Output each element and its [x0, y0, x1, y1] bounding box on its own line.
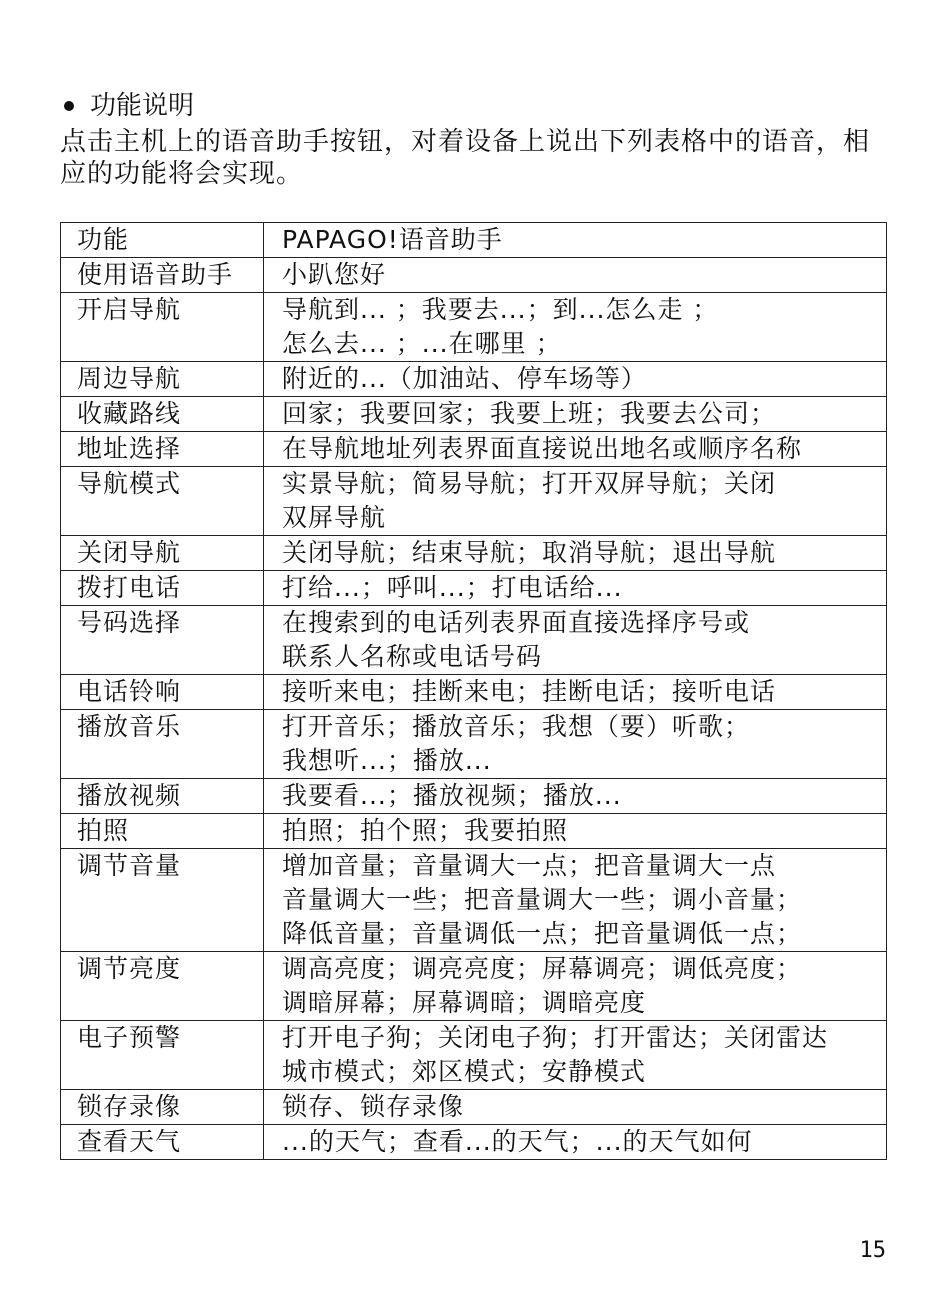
command-line: 附近的...（加油站、停车场等） [282, 364, 647, 393]
commands-cell [264, 571, 887, 606]
command-line: 降低音量；音量调低一点；把音量调低一点； [282, 919, 803, 948]
table-row [61, 779, 887, 814]
command-line: 增加音量；音量调大一点；把音量调大一点 [282, 851, 777, 880]
commands-cell [264, 675, 887, 710]
table-row [61, 258, 887, 293]
function-cell: 收藏路线 [61, 397, 264, 432]
table-row [61, 293, 887, 362]
command-line: ...的天气；查看...的天气；...的天气如何 [282, 1127, 753, 1156]
function-cell: 播放音乐 [61, 710, 264, 779]
command-line: 锁存、锁存录像 [282, 1092, 465, 1121]
table-row [61, 606, 887, 675]
table-row [61, 952, 887, 1021]
command-line: 打开音乐；播放音乐；我想（要）听歌； [282, 712, 751, 741]
function-cell: 开启导航 [61, 293, 264, 362]
command-line: 关闭导航；结束导航；取消导航；退出导航 [282, 538, 777, 567]
function-cell: 调节亮度 [61, 952, 264, 1021]
commands-cell [264, 779, 887, 814]
function-cell: 调节音量 [61, 849, 264, 952]
table-row [61, 1021, 887, 1090]
function-cell: 号码选择 [61, 606, 264, 675]
commands-cell [264, 849, 887, 952]
command-line: 联系人名称或电话号码 [282, 642, 543, 671]
commands-cell [264, 1125, 887, 1160]
page-number: 15 [859, 1238, 886, 1263]
function-cell: 电话铃响 [61, 675, 264, 710]
function-cell: 电子预警 [61, 1021, 264, 1090]
table-body [61, 223, 887, 1160]
command-line: 怎么去... ；...在哪里 ； [282, 329, 562, 358]
function-cell: 拨打电话 [61, 571, 264, 606]
table-row [61, 536, 887, 571]
command-line: 城市模式；郊区模式；安静模式 [282, 1057, 647, 1086]
function-cell: 导航模式 [61, 467, 264, 536]
table-row [61, 432, 887, 467]
function-cell: 播放视频 [61, 779, 264, 814]
command-line: 实景导航；简易导航；打开双屏导航；关闭 [282, 469, 777, 498]
table-row [61, 1090, 887, 1125]
function-cell: 使用语音助手 [61, 258, 264, 293]
command-line: 调暗屏幕；屏幕调暗；调暗亮度 [282, 988, 647, 1017]
command-line: 回家；我要回家；我要上班；我要去公司； [282, 399, 777, 428]
commands-cell [264, 952, 887, 1021]
command-line: 音量调大一些；把音量调大一些；调小音量； [282, 885, 803, 914]
function-cell: 查看天气 [61, 1125, 264, 1160]
section-heading [60, 90, 194, 122]
command-line: 拍照；拍个照；我要拍照 [282, 816, 569, 845]
command-line: 导航到... ；我要去...；到...怎么走 ； [282, 295, 719, 324]
command-line: 在导航地址列表界面直接说出地名或顺序名称 [282, 434, 803, 463]
commands-cell [264, 710, 887, 779]
table-row [61, 362, 887, 397]
commands-cell [264, 362, 887, 397]
function-cell: 地址选择 [61, 432, 264, 467]
table-header-row [61, 223, 887, 258]
command-line: 我想听...；播放... [282, 746, 492, 775]
voice-command-table [60, 222, 887, 1160]
command-line: 在搜索到的电话列表界面直接选择序号或 [282, 608, 751, 637]
command-line: 双屏导航 [282, 503, 387, 532]
section-heading-text: 功能说明 [90, 91, 195, 121]
commands-cell [264, 536, 887, 571]
command-line: 我要看...；播放视频；播放... [282, 781, 622, 810]
table-row [61, 571, 887, 606]
table-row [61, 849, 887, 952]
intro-paragraph: 点击主机上的语音助手按钮，对着设备上说出下列表格中的语音，相应的功能将会实现。 [60, 127, 871, 189]
commands-cell [264, 814, 887, 849]
command-line: 打给...；呼叫...；打电话给... [282, 573, 623, 602]
command-line: 小趴您好 [282, 260, 387, 289]
table-row [61, 710, 887, 779]
table-row [61, 1125, 887, 1160]
header-commands: PAPAGO!语音助手 [264, 223, 887, 258]
command-line: 打开电子狗；关闭电子狗；打开雷达；关闭雷达 [282, 1023, 829, 1052]
commands-cell [264, 432, 887, 467]
table-row [61, 675, 887, 710]
table-row [61, 814, 887, 849]
command-line: 接听来电；挂断来电；挂断电话；接听电话 [282, 677, 777, 706]
function-cell: 周边导航 [61, 362, 264, 397]
command-line: 调高亮度；调亮亮度；屏幕调亮；调低亮度； [282, 954, 803, 983]
table-row [61, 467, 887, 536]
commands-cell [264, 397, 887, 432]
commands-cell [264, 606, 887, 675]
commands-cell [264, 293, 887, 362]
function-cell: 锁存录像 [61, 1090, 264, 1125]
function-cell: 关闭导航 [61, 536, 264, 571]
bullet-icon [64, 101, 74, 111]
commands-cell [264, 258, 887, 293]
commands-cell [264, 467, 887, 536]
table-row [61, 397, 887, 432]
header-function: 功能 [61, 223, 264, 258]
commands-cell [264, 1021, 887, 1090]
function-cell: 拍照 [61, 814, 264, 849]
commands-cell [264, 1090, 887, 1125]
